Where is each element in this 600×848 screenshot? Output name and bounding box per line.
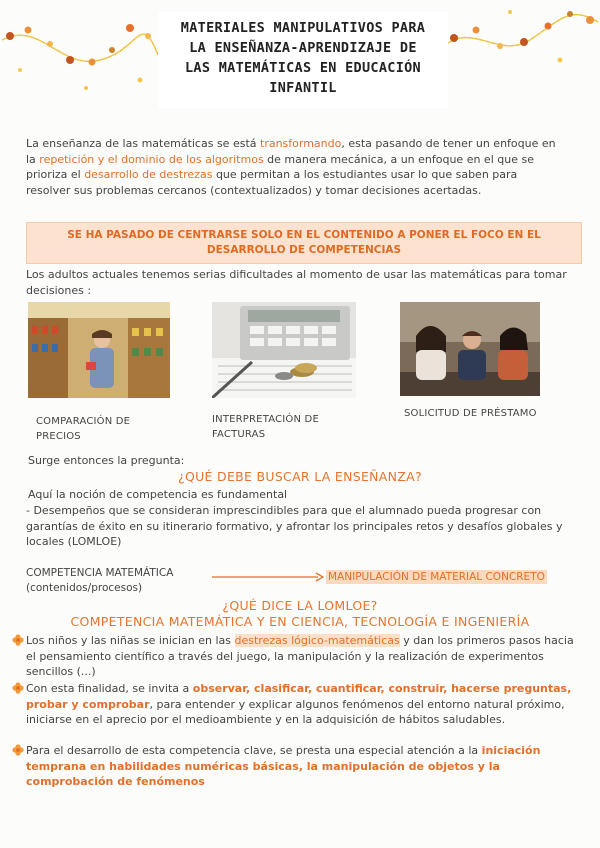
bills-calculator-photo — [212, 302, 356, 398]
bullet-2-text-a: Con esta finalidad, se invita a — [26, 682, 193, 695]
competence-line-1: Aquí la noción de competencia es fundamental — [28, 488, 288, 501]
intro-highlight-2: repetición y el dominio de los algoritmos — [39, 152, 264, 166]
math-competence-label: COMPETENCIA MATEMÁTICA — [26, 567, 174, 579]
lomloe-competence-heading: COMPETENCIA MATEMÁTICA Y EN CIENCIA, TECNOLOGÍA E INGENIERÍA — [70, 614, 530, 629]
flower-bullet-icon — [12, 634, 24, 646]
bullet-2-text-b: , para entender y explicar algunos fenómenos del entorno natural próximo, iniciarse en el aprecio por el medioambiente y en la adquisición de hábitos saludables. — [26, 697, 565, 726]
intro-highlight-1: transformando — [260, 137, 342, 150]
bullet-1-text — [26, 633, 578, 680]
loan-meeting-photo — [400, 302, 540, 396]
bullet-1-text-a: Los niños y las niñas se inician en las — [26, 634, 235, 647]
arrow-icon — [212, 572, 324, 582]
question-intro: Surge entonces la pregunta: — [28, 454, 185, 467]
competencies-banner: SE HA PASADO DE CENTRARSE SOLO EN EL CONTENIDO A PONER EL FOCO EN EL DESARROLLO DE COMPETENCIAS — [26, 222, 582, 264]
bullet-2-highlight: observar, clasificar, cuantificar, construir, hacerse preguntas, probar y comprobar — [26, 682, 572, 711]
title-line-1: MATERIALES MANIPULATIVOS PARA — [180, 20, 426, 36]
intro-text-1: La enseñanza de las matemáticas se está — [26, 137, 260, 150]
intro-text-3: de manera mecánica, a un enfoque en el que se prioriza el — [26, 152, 534, 181]
flower-bullet-icon — [12, 682, 24, 694]
bullet-3-highlight: iniciación temprana en habilidades numéricas básicas, la manipulación de objetos y la comprobación de fenómenos — [26, 744, 541, 788]
competence-definition: - Desempeños que se consideran imprescindibles para que el alumnado pueda progresar con garantías de éxito en su itinerario formativo, y afrontar los principales retos y desafíos globales y locales (LOMLOE) — [26, 504, 563, 548]
bullet-1-text-b: y dan los primeros pasos hacia el pensamiento científico a través del juego, la manipulación y la realización de experimentos sencillos (...) — [26, 634, 574, 678]
question-teaching-heading: ¿QUÉ DEBE BUSCAR LA ENSEÑANZA? — [178, 469, 422, 484]
supermarket-photo — [28, 302, 170, 398]
flower-bullet-icon — [12, 744, 24, 756]
bullet-2-text — [26, 681, 578, 728]
caption-bill-interpretation: INTERPRETACIÓN DE FACTURAS — [212, 414, 319, 440]
bullet-3-text — [26, 743, 578, 790]
intro-paragraph — [26, 136, 562, 198]
lomloe-question-heading: ¿QUÉ DICE LA LOMLOE? — [222, 598, 378, 613]
intro-text-4: que permitan a los estudiantes usar lo que saben para resolver sus problemas cercanos (contextualizados) y tomar decisiones acertadas. — [26, 168, 518, 197]
intro-highlight-3: desarrollo de destrezas — [84, 168, 213, 181]
title-line-2: LA ENSEÑANZA-APRENDIZAJE DE — [189, 40, 417, 56]
garland-left-decoration — [0, 0, 160, 110]
intro-text-2: , esta pasando de tener un enfoque en la — [26, 137, 556, 166]
garland-right-decoration — [440, 0, 600, 90]
caption-loan-request: SOLICITUD DE PRÉSTAMO — [404, 408, 537, 419]
title-line-3: LAS MATEMÁTICAS EN EDUCACIÓN — [185, 60, 421, 76]
math-competence-sub: (contenidos/procesos) — [26, 582, 143, 594]
caption-price-comparison: COMPARACIÓN DE PRECIOS — [36, 416, 131, 442]
title-line-4: INFANTIL — [269, 80, 337, 96]
adults-text: Los adultos actuales tenemos serias dificultades al momento de usar las matemáticas para tomar decisiones : — [26, 268, 567, 297]
bullet-3-text-a: Para el desarrollo de esta competencia clave, se presta una especial atención a la — [26, 744, 482, 757]
page-title — [158, 12, 448, 108]
bullet-1-highlight: destrezas lógico-matemáticas — [234, 634, 400, 647]
concrete-material-label: MANIPULACIÓN DE MATERIAL CONCRETO — [328, 571, 545, 583]
